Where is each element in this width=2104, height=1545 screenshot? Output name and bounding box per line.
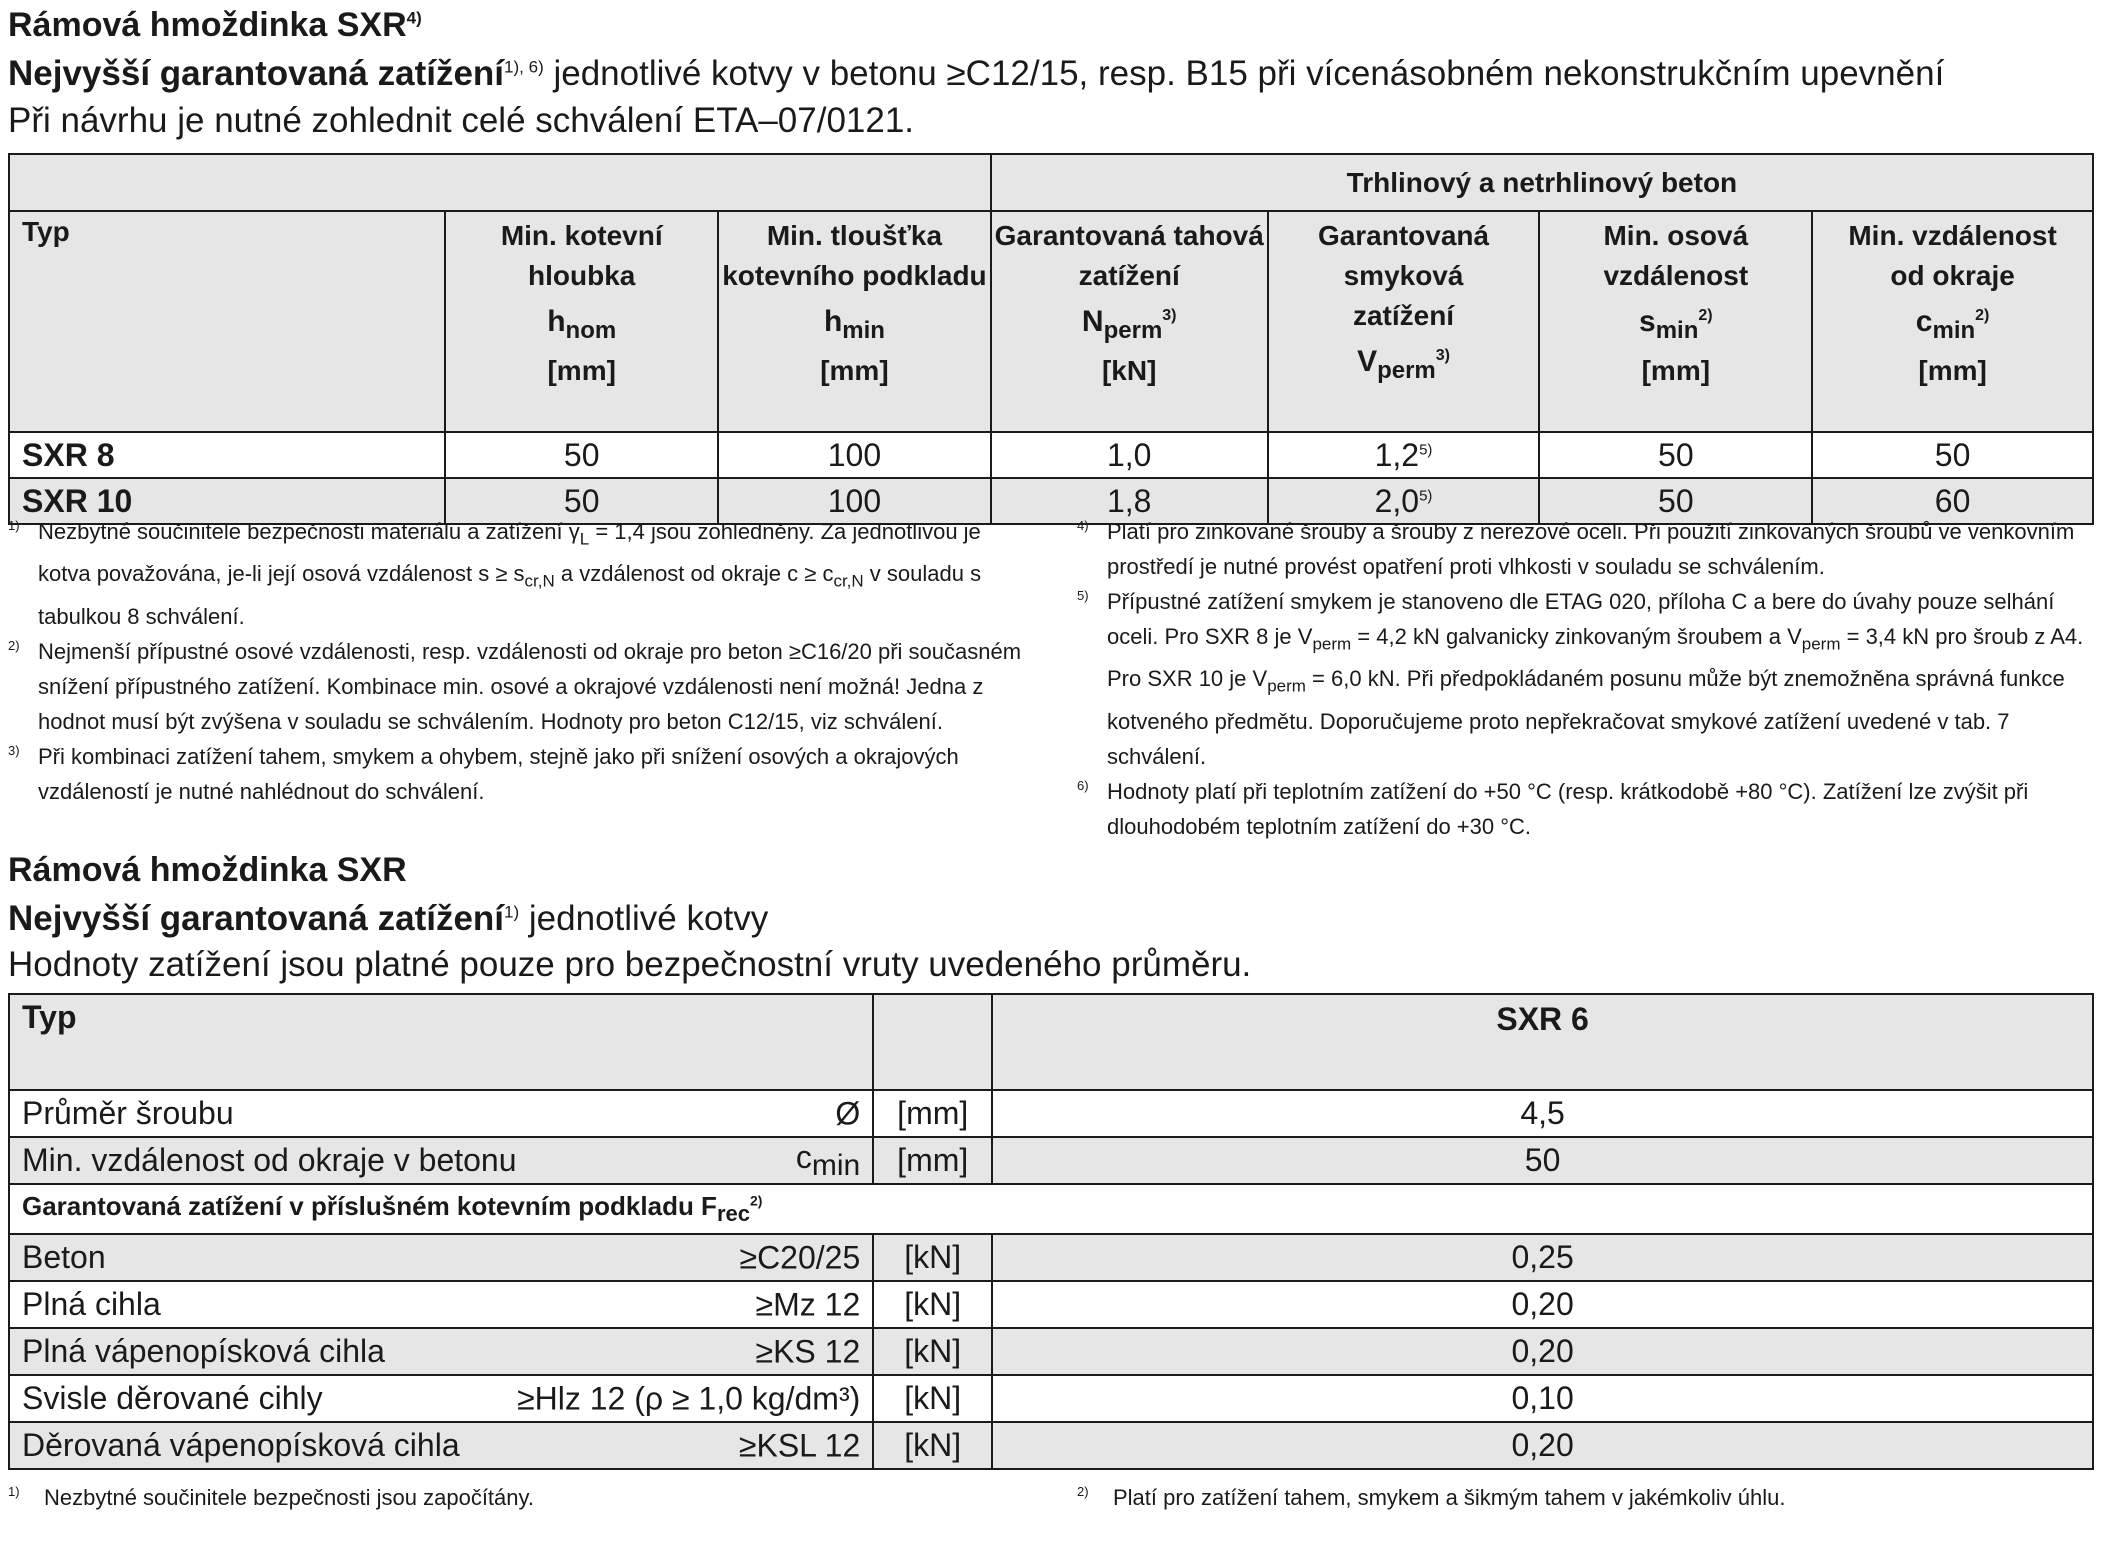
table-row: Průměr šroubu Ø [mm] 4,5 (9, 1090, 2093, 1137)
row-name: SXR 8 (9, 432, 445, 478)
section1-note: Při návrhu je nutné zohlednit celé schválení ETA–07/0121. (8, 101, 915, 140)
table1-col-header: Min. vzdálenost od okraje $c_{min}^{2)}$ [mm] (1812, 211, 2093, 432)
table1-col-header: Garantovaná tahová zatížení $N_{perm}^{3)}$ [kN] (991, 211, 1268, 432)
footnotes2-right (1077, 1480, 2097, 1515)
table1-group-row (9, 154, 2093, 211)
section2-subtitle: Nejvyšší garantovaná zatížení$^{1)}$ jednotlivé kotvy (8, 899, 769, 938)
table1-typ-header: Typ (9, 211, 445, 432)
row-name: SXR 10 (9, 478, 445, 524)
table-row: SXR 10 50 100 1,8 2,0$^{5)}$ 50 60 (9, 478, 2093, 524)
table-row: SXR 8 50 100 1,0 1,2$^{5)}$ 50 50 (9, 432, 2093, 478)
footnote: 2) Nejmenší přípustné osové vzdálenosti, resp. vzdálenosti od okraje pro beton ≥C16/20 při současném snížení přípustného zatížení. Kombinace min. osové a okrajové vzdálenosti není možná! Jedna z hodnot musí být zvýšena v souladu se schválením. Hodnoty pro beton C12/15, viz schválení. (8, 637, 1022, 734)
footnotes2-left (8, 1480, 1038, 1515)
table2-header-row (9, 994, 2093, 1090)
footnote: 2) Platí pro zatížení tahem, smykem a šikmým tahem v jakémkoliv úhlu. (1077, 1484, 1786, 1510)
section2-title: Rámová hmoždinka SXR (8, 851, 407, 889)
table-row: Děrovaná vápenopísková cihla ≥KSL 12 [kN] 0,20 (9, 1422, 2093, 1469)
footnotes-right (1077, 514, 2097, 844)
table-row: Plná vápenopísková cihla ≥KS 12 [kN] 0,20 (9, 1328, 2093, 1375)
table1-col-header: Min. kotevní hloubka $h_{nom}$ [mm] (445, 211, 718, 432)
footnote: 1) Nezbytné součinitele bezpečnosti jsou započítány. (8, 1484, 534, 1510)
footnote: 4) Platí pro zinkované šrouby a šrouby z nerezové oceli. Při použití zinkovaných šroubů ve venkovním prostředí je nutné provést opatření proti vlhkosti v souladu se schválením. (1077, 518, 2075, 579)
table1-group-header: Trhlinový a netrhlinový beton (991, 154, 2093, 211)
table1-col-header: Min. osová vzdálenost $s_{min}^{2)}$ [mm] (1539, 211, 1812, 432)
table-row: Beton ≥C20/25 [kN] 0,25 (9, 1234, 2093, 1281)
load-table-1 (8, 153, 2094, 525)
footnote: 6) Hodnoty platí při teplotním zatížení do +50 °C (resp. krátkodobě +80 °C). Zatížení lze zvýšit při dlouhodobém teplotním zatížení do +30 °C. (1077, 777, 2029, 839)
section1-subtitle: Nejvyšší garantovaná zatížení$^{1), 6)}$ jednotlivé kotvy v betonu ≥C12/15, resp. B15 při vícenásobném nekonstrukčním upevnění (8, 54, 1945, 93)
table1-col-header: Min. tloušťka kotevního podkladu $h_{min}$ [mm] (718, 211, 991, 432)
table2-sxr-header: SXR 6 (992, 994, 2093, 1090)
table1-col-header: Garantovaná smyková zatížení $V_{perm}^{3)}$ (1268, 211, 1540, 432)
table2-section-row: Garantovaná zatížení v příslušném kotevním podkladu $F_{rec}^{2)}$ (9, 1184, 2093, 1234)
footnote: 1) Nezbytné součinitele bezpečnosti materiálu a zatížení $\gamma_L = 1,4$ jsou zohledněny. Za jednotlivou je kotva považována, je-li její osová vzdálenost $s \ge s_{cr,N}$ a vzdálenost od okraje $c \ge c_{cr,N}$ v souladu s tabulkou 8 schválení. (8, 518, 982, 629)
table1-header-row (9, 211, 2093, 432)
section2-note: Hodnoty zatížení jsou platné pouze pro bezpečnostní vruty uvedeného průměru. (8, 945, 1252, 984)
footnote: 5) Přípustné zatížení smykem je stanoveno dle ETAG 020, příloha C a bere do úvahy pouze selhání oceli. Pro SXR 8 je $V_{perm} = 4,2$ kN galvanicky zinkovaným šroubem a $V_{perm} = 3,4$ kN pro šroub z A4. Pro SXR 10 je $V_{perm} = 6,0$ kN. Při předpokládaném posunu může být znemožněna správná funkce kotveného předmětu. Doporučujeme proto nepřekračovat smykové zatížení uvedené v tab. 7 schválení. (1077, 588, 2084, 769)
table1-blank-cell (9, 154, 991, 211)
footnote: 3) Při kombinaci zatížení tahem, smykem a ohybem, stejně jako při snížení osových a okrajových vzdáleností je nutné nahlédnout do schválení. (8, 742, 959, 804)
load-table-2 (8, 993, 2094, 1470)
table-row: Min. vzdálenost od okraje v betonu $c_{min}$ [mm] 50 (9, 1137, 2093, 1184)
table2-typ-header: Typ (9, 994, 873, 1090)
table-row: Svisle děrované cihly ≥Hlz 12 (ρ ≥ 1,0 kg/dm³) [kN] 0,10 (9, 1375, 2093, 1422)
table-row: Plná cihla ≥Mz 12 [kN] 0,20 (9, 1281, 2093, 1328)
footnotes-left (8, 514, 1038, 809)
section1-title: Rámová hmoždinka SXR$^{4)}$ (8, 6, 422, 44)
